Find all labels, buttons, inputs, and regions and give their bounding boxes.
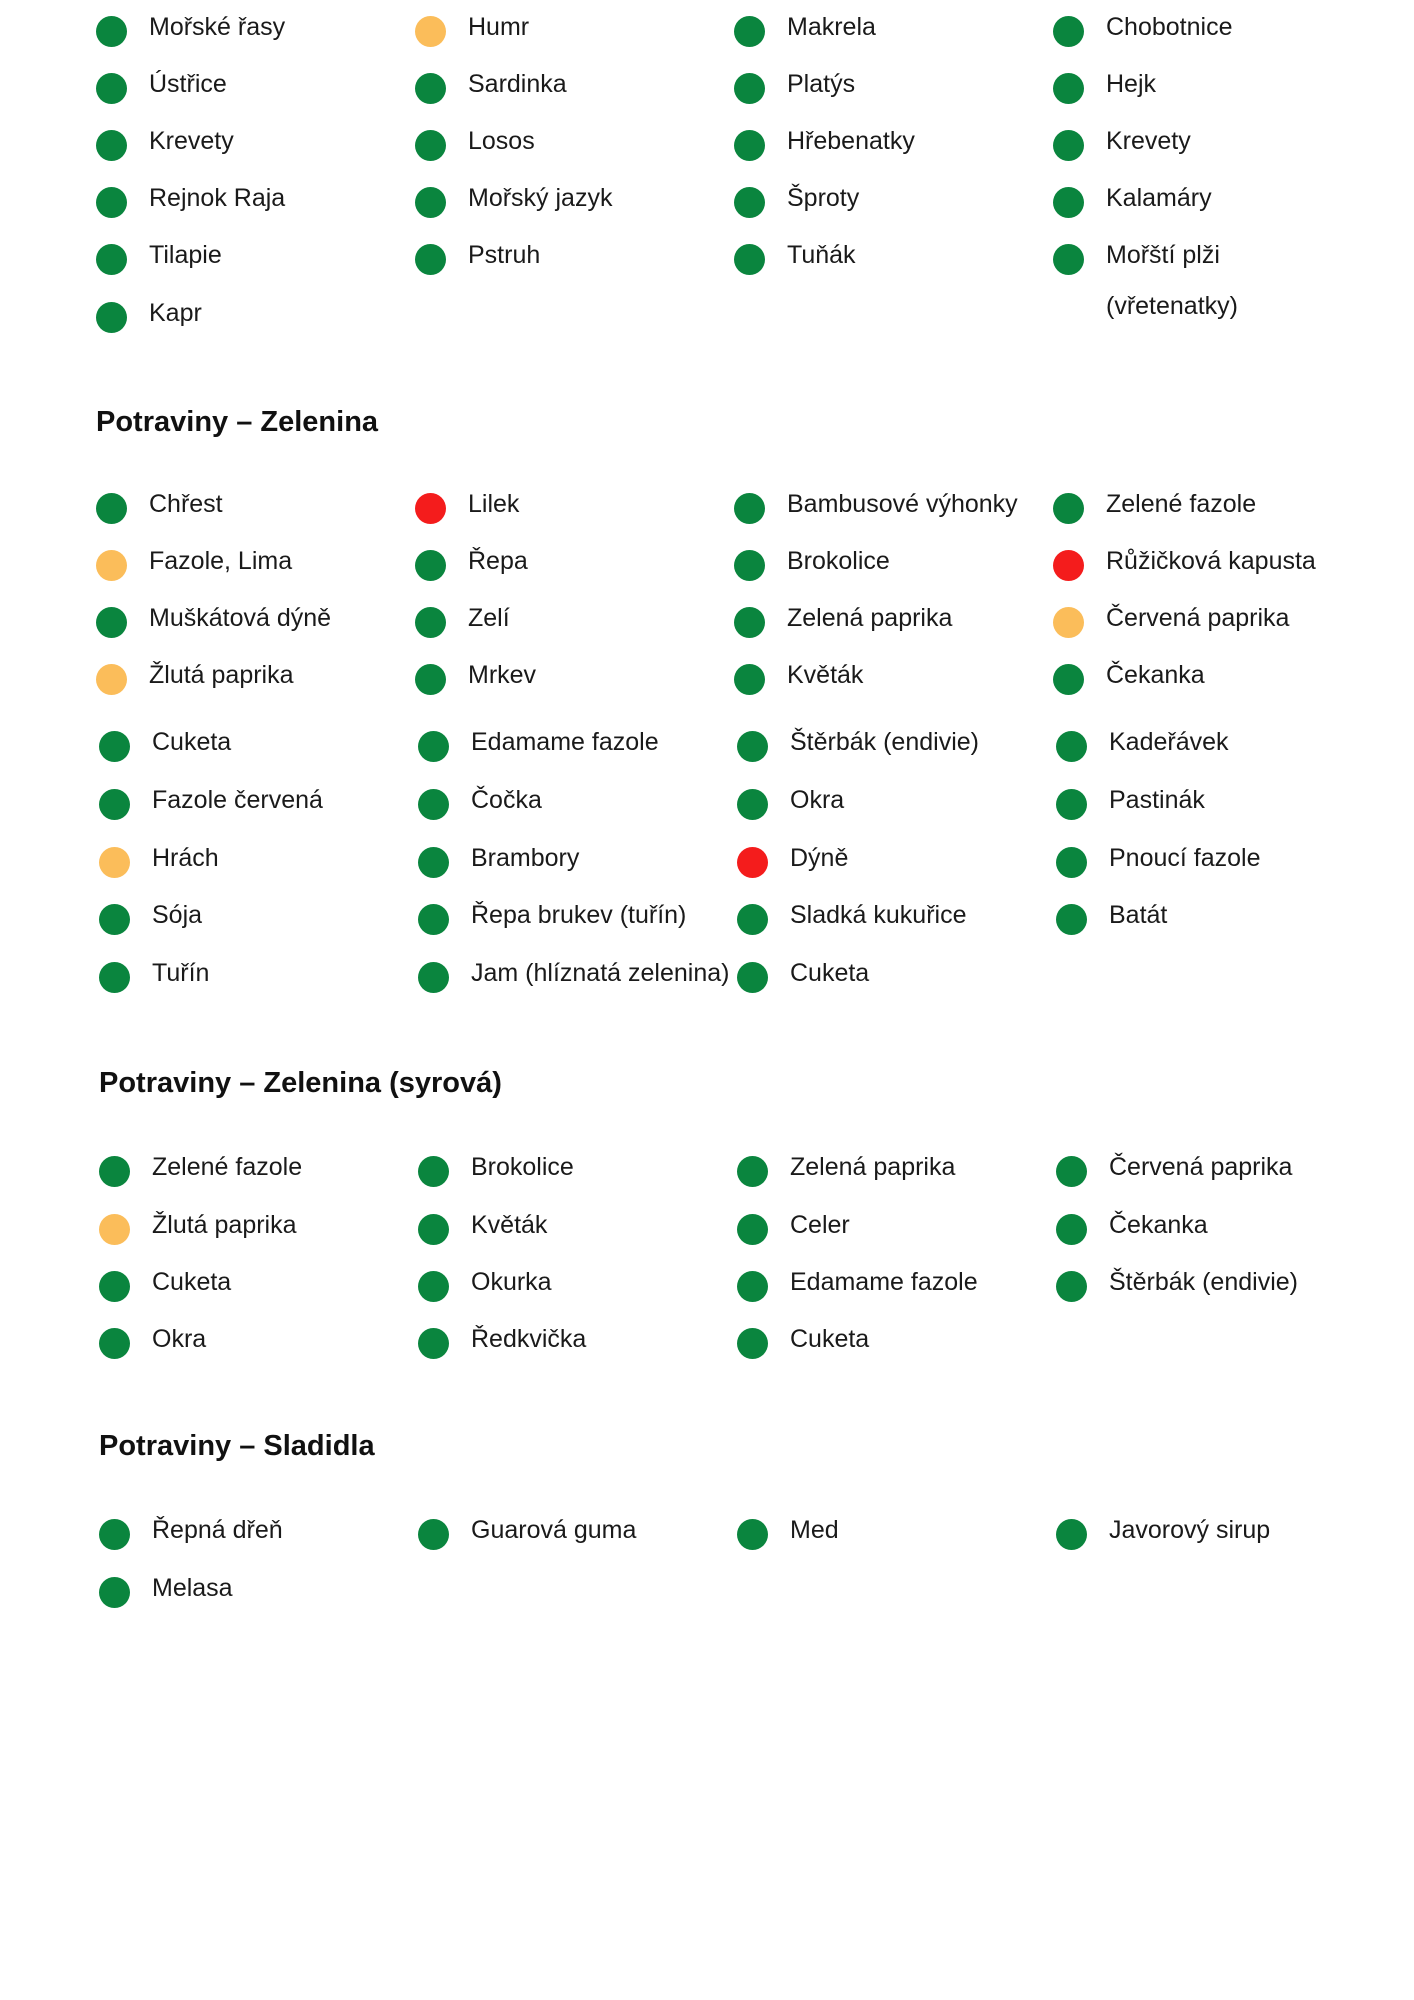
green-status-dot-icon <box>418 847 449 878</box>
section-heading: Potraviny – Zelenina <box>96 406 379 438</box>
green-status-dot-icon <box>96 73 127 104</box>
green-status-dot-icon <box>418 1156 449 1187</box>
orange-status-dot-icon <box>415 16 446 47</box>
green-status-dot-icon <box>737 1214 768 1245</box>
green-status-dot-icon <box>415 73 446 104</box>
red-status-dot-icon <box>1053 550 1084 581</box>
green-status-dot-icon <box>99 1577 130 1608</box>
green-status-dot-icon <box>415 607 446 638</box>
green-status-dot-icon <box>96 244 127 275</box>
green-status-dot-icon <box>96 493 127 524</box>
green-status-dot-icon <box>737 904 768 935</box>
green-status-dot-icon <box>1053 130 1084 161</box>
orange-status-dot-icon <box>96 550 127 581</box>
section-heading: Potraviny – Zelenina (syrová) <box>99 1067 502 1099</box>
green-status-dot-icon <box>1053 187 1084 218</box>
green-status-dot-icon <box>737 1156 768 1187</box>
green-status-dot-icon <box>99 962 130 993</box>
green-status-dot-icon <box>1056 904 1087 935</box>
green-status-dot-icon <box>418 1271 449 1302</box>
green-status-dot-icon <box>415 550 446 581</box>
red-status-dot-icon <box>737 847 768 878</box>
green-status-dot-icon <box>99 1328 130 1359</box>
green-status-dot-icon <box>418 962 449 993</box>
green-status-dot-icon <box>99 1271 130 1302</box>
section-heading: Potraviny – Sladidla <box>99 1430 375 1462</box>
green-status-dot-icon <box>96 130 127 161</box>
green-status-dot-icon <box>734 244 765 275</box>
orange-status-dot-icon <box>1053 607 1084 638</box>
green-status-dot-icon <box>1053 664 1084 695</box>
green-status-dot-icon <box>96 16 127 47</box>
green-status-dot-icon <box>737 962 768 993</box>
green-status-dot-icon <box>1053 244 1084 275</box>
green-status-dot-icon <box>415 244 446 275</box>
green-status-dot-icon <box>1053 16 1084 47</box>
green-status-dot-icon <box>734 493 765 524</box>
green-status-dot-icon <box>734 187 765 218</box>
green-status-dot-icon <box>96 302 127 333</box>
green-status-dot-icon <box>418 1519 449 1550</box>
green-status-dot-icon <box>1056 1214 1087 1245</box>
green-status-dot-icon <box>415 130 446 161</box>
green-status-dot-icon <box>734 664 765 695</box>
green-status-dot-icon <box>418 904 449 935</box>
green-status-dot-icon <box>734 607 765 638</box>
green-status-dot-icon <box>1053 73 1084 104</box>
green-status-dot-icon <box>737 1328 768 1359</box>
green-status-dot-icon <box>737 1271 768 1302</box>
green-status-dot-icon <box>418 1214 449 1245</box>
green-status-dot-icon <box>418 789 449 820</box>
green-status-dot-icon <box>734 16 765 47</box>
orange-status-dot-icon <box>96 664 127 695</box>
green-status-dot-icon <box>418 731 449 762</box>
green-status-dot-icon <box>1056 1519 1087 1550</box>
green-status-dot-icon <box>1056 731 1087 762</box>
green-status-dot-icon <box>418 1328 449 1359</box>
green-status-dot-icon <box>737 1519 768 1550</box>
orange-status-dot-icon <box>99 1214 130 1245</box>
green-status-dot-icon <box>96 607 127 638</box>
green-status-dot-icon <box>737 789 768 820</box>
green-status-dot-icon <box>99 904 130 935</box>
green-status-dot-icon <box>734 130 765 161</box>
green-status-dot-icon <box>737 731 768 762</box>
green-status-dot-icon <box>99 731 130 762</box>
green-status-dot-icon <box>99 1156 130 1187</box>
green-status-dot-icon <box>96 187 127 218</box>
green-status-dot-icon <box>734 550 765 581</box>
green-status-dot-icon <box>1056 847 1087 878</box>
red-status-dot-icon <box>415 493 446 524</box>
green-status-dot-icon <box>1053 493 1084 524</box>
green-status-dot-icon <box>99 789 130 820</box>
green-status-dot-icon <box>1056 1271 1087 1302</box>
orange-status-dot-icon <box>99 847 130 878</box>
green-status-dot-icon <box>734 73 765 104</box>
green-status-dot-icon <box>415 187 446 218</box>
green-status-dot-icon <box>415 664 446 695</box>
green-status-dot-icon <box>1056 789 1087 820</box>
green-status-dot-icon <box>99 1519 130 1550</box>
green-status-dot-icon <box>1056 1156 1087 1187</box>
